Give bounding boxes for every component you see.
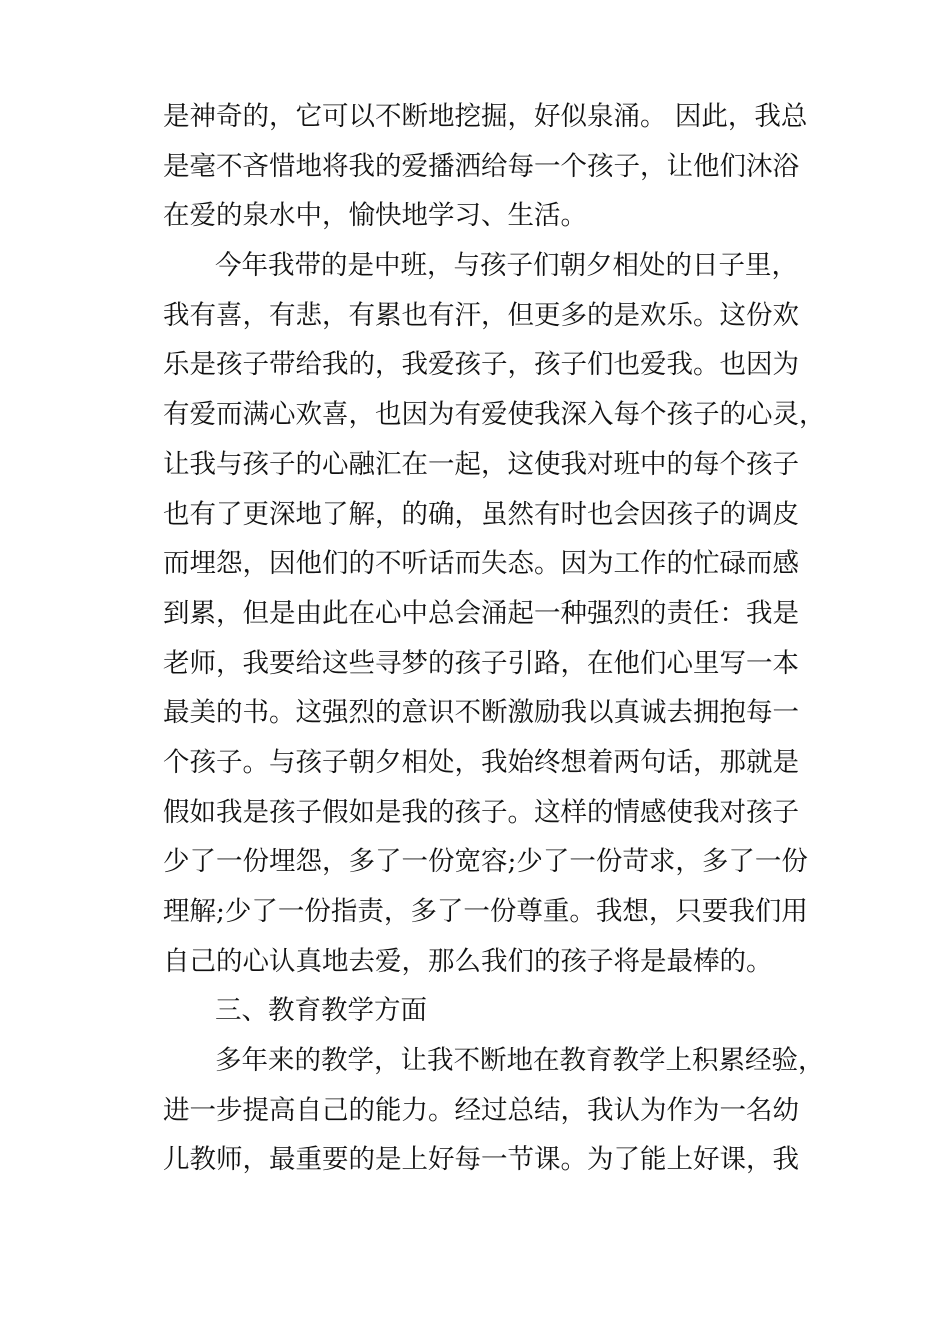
text-line: 多年来的教学，让我不断地在教育教学上积累经验， xyxy=(215,1045,825,1077)
text-line: 让我与孩子的心融汇在一起，这使我对班中的每个孩子 xyxy=(163,448,799,480)
text-line: 少了一份埋怨，多了一份宽容;少了一份苛求，多了一份 xyxy=(163,846,808,878)
text-line: 儿教师，最重要的是上好每一节课。为了能上好课，我 xyxy=(163,1144,799,1176)
document-body xyxy=(163,92,826,1185)
text-line: 个孩子。与孩子朝夕相处，我始终想着两句话，那就是 xyxy=(163,746,799,778)
text-line: 是毫不吝惜地将我的爱播洒给每一个孩子，让他们沐浴 xyxy=(163,150,799,182)
text-line: 假如我是孩子假如是我的孩子。这样的情感使我对孩子 xyxy=(163,796,799,828)
text-line: 最美的书。这强烈的意识不断激励我以真诚去拥抱每一 xyxy=(163,697,799,729)
text-line: 也有了更深地了解，的确，虽然有时也会因孩子的调皮 xyxy=(163,498,799,530)
text-line: 到累，但是由此在心中总会涌起一种强烈的责任：我是 xyxy=(163,597,799,629)
text-line: 今年我带的是中班，与孩子们朝夕相处的日子里， xyxy=(215,250,798,282)
text-line: 老师，我要给这些寻梦的孩子引路，在他们心里写一本 xyxy=(163,647,799,679)
text-line: 三、教育教学方面 xyxy=(215,995,427,1027)
text-line: 我有喜，有悲，有累也有汗，但更多的是欢乐。这份欢 xyxy=(163,299,799,331)
text-line: 乐是孩子带给我的，我爱孩子，孩子们也爱我。也因为 xyxy=(163,349,799,381)
text-line: 是神奇的，它可以不断地挖掘，好似泉涌。 因此，我总 xyxy=(163,101,808,132)
text-line: 在爱的泉水中，愉快地学习、生活。 xyxy=(163,200,587,232)
text-line: 进一步提高自己的能力。经过总结，我认为作为一名幼 xyxy=(163,1094,799,1126)
text-line: 而埋怨，因他们的不听话而失态。因为工作的忙碌而感 xyxy=(163,548,799,580)
text-line: 理解;少了一份指责，多了一份尊重。我想，只要我们用 xyxy=(163,896,808,927)
text-line: 自己的心认真地去爱，那么我们的孩子将是最棒的。 xyxy=(163,945,773,977)
text-line: 有爱而满心欢喜，也因为有爱使我深入每个孩子的心灵， xyxy=(163,399,826,431)
